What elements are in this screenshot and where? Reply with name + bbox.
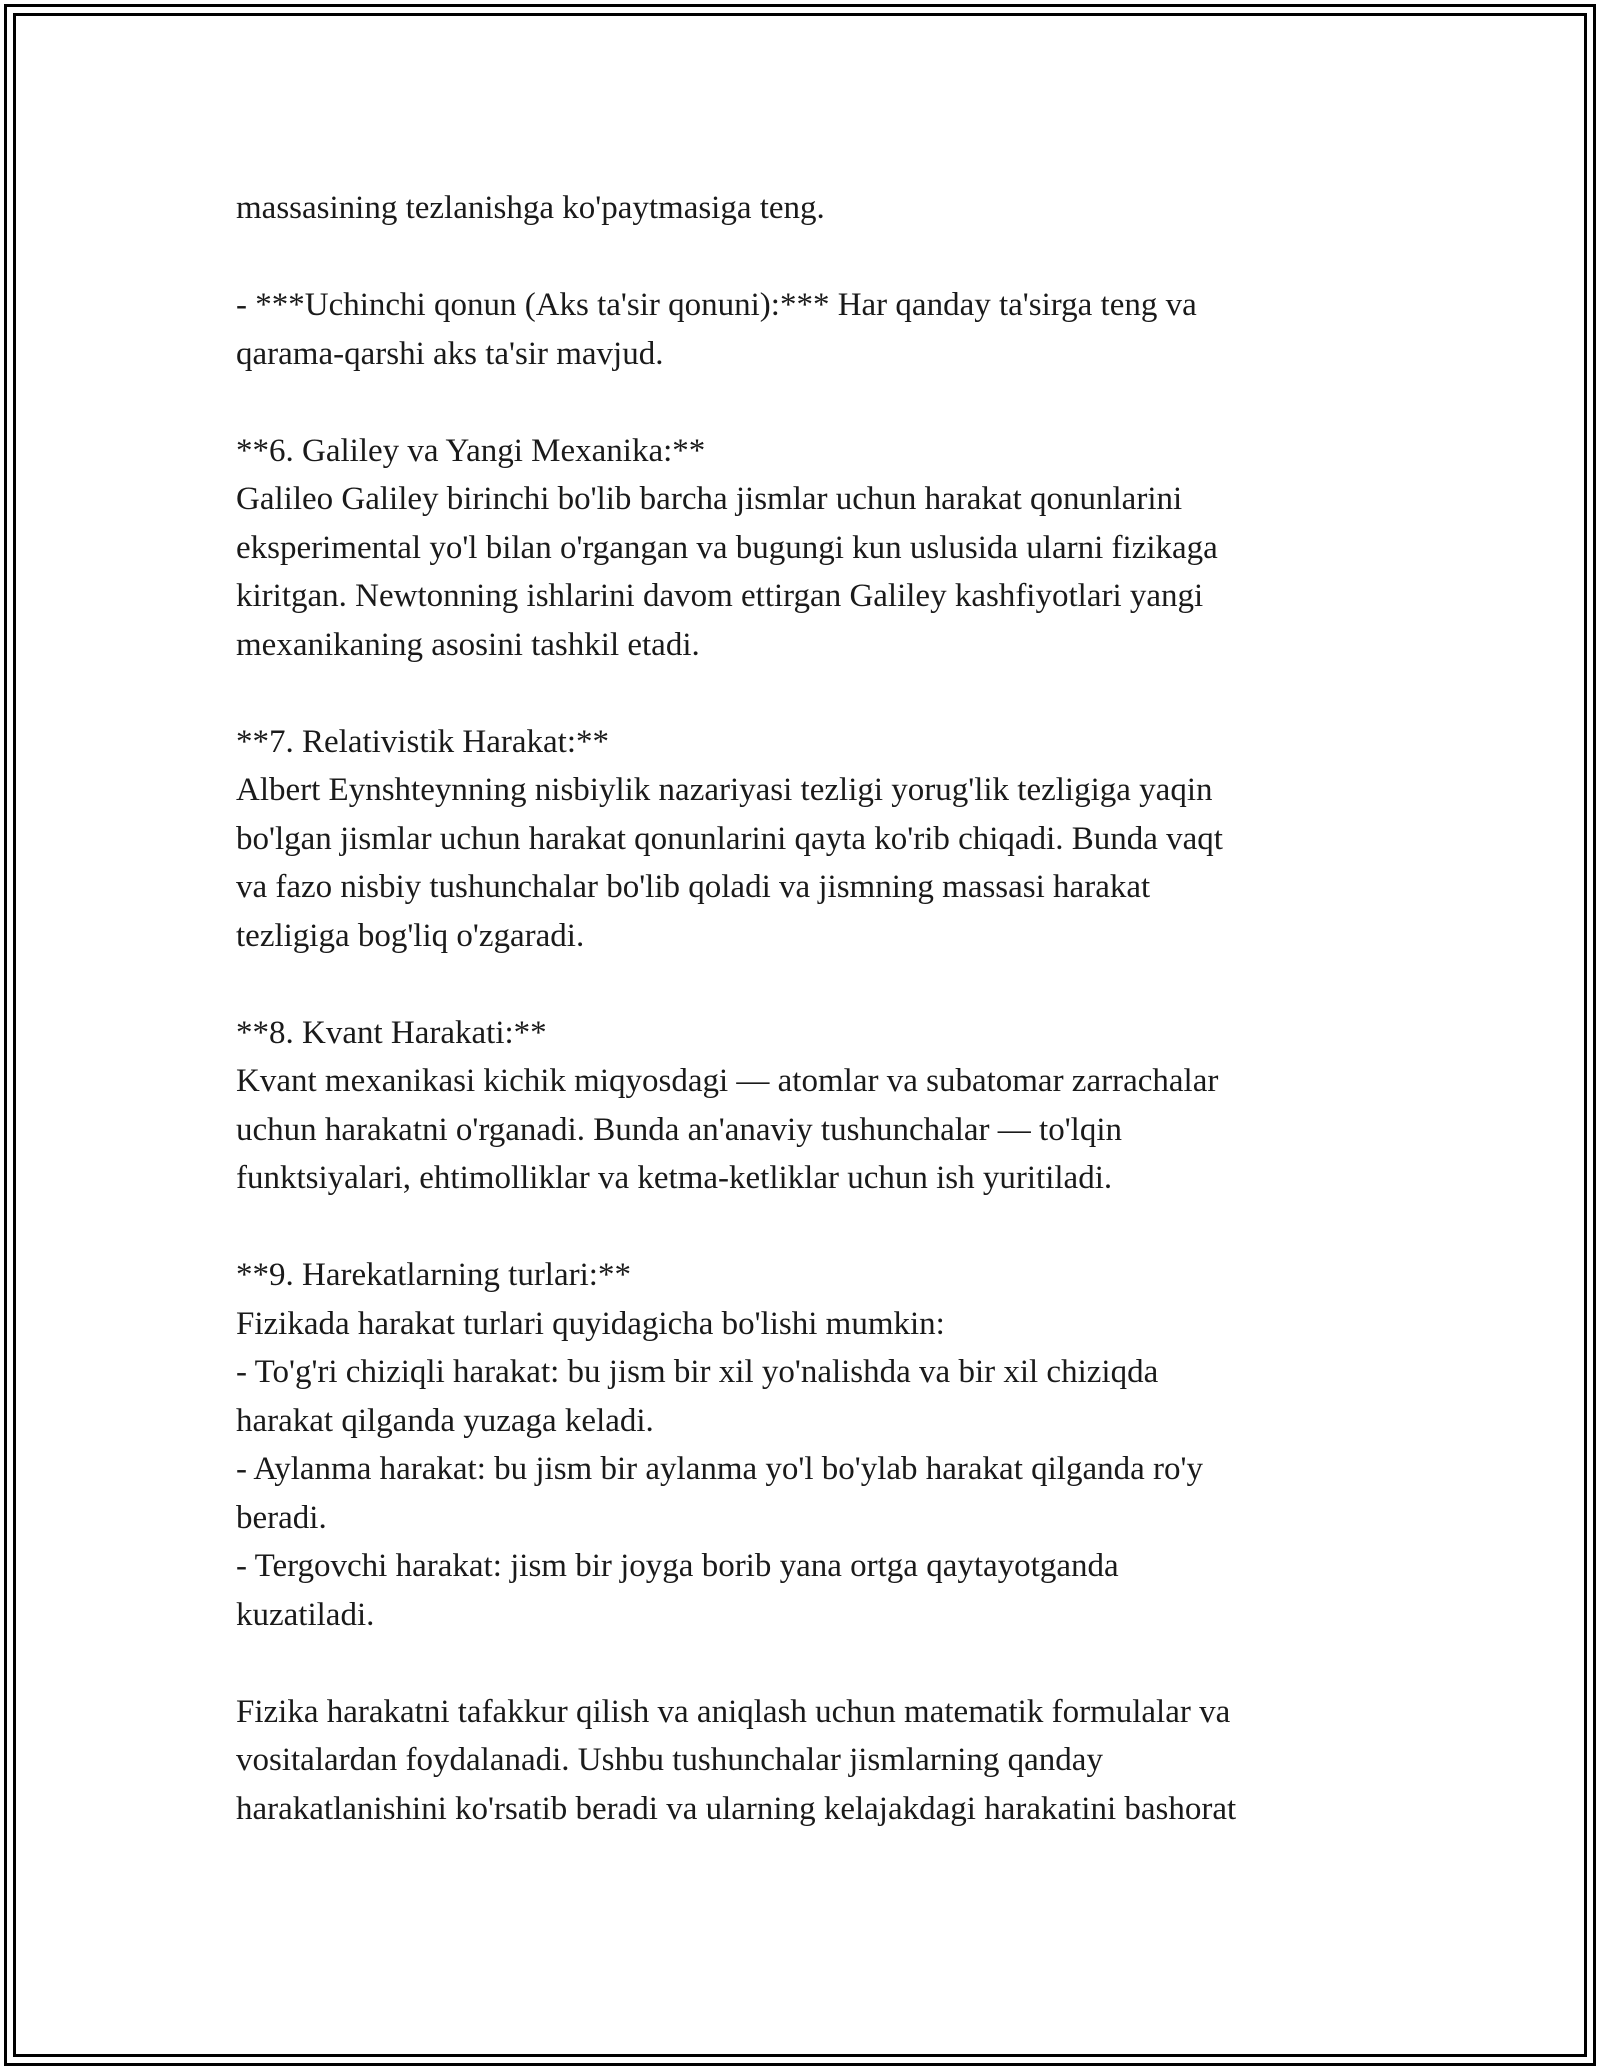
text-line: Fizikada harakat turlari quyidagicha bo'lishi mumkin: bbox=[236, 1305, 945, 1342]
text-line: Fizika harakatni tafakkur qilish va aniqlash uchun matematik formulalar va bbox=[236, 1693, 1231, 1730]
section-heading: **6. Galiley va Yangi Mexanika:** bbox=[236, 432, 706, 469]
text-line: tezligiga bog'liq o'zgaradi. bbox=[236, 917, 585, 954]
section-heading: **8. Kvant Harakati:** bbox=[236, 1014, 547, 1051]
paragraph-gap bbox=[236, 1639, 1366, 1688]
paragraph-gap bbox=[236, 233, 1366, 282]
text-line: uchun harakatni o'rganadi. Bunda an'anaviy tushunchalar — to'lqin bbox=[236, 1111, 1122, 1148]
text-line: Galileo Galiley birinchi bo'lib barcha jismlar uchun harakat qonunlarini bbox=[236, 481, 1183, 517]
section-heading: **9. Harekatlarning turlari:** bbox=[236, 1257, 631, 1293]
text-line: - ***Uchinchi qonun (Aks ta'sir qonuni):*** Har qanday ta'sirga teng va bbox=[236, 287, 1197, 323]
text-line: eksperimental yo'l bilan o'rgangan va bugungi kun uslusida ularni fizikaga bbox=[236, 529, 1218, 566]
text-line: qarama-qarshi aks ta'sir mavjud. bbox=[236, 335, 664, 372]
text-line: mexanikaning asosini tashkil etadi. bbox=[236, 626, 700, 663]
text-line: kuzatiladi. bbox=[236, 1596, 375, 1633]
text-line: - To'g'ri chiziqli harakat: bu jism bir xil yo'nalishda va bir xil chiziqda bbox=[236, 1354, 1159, 1390]
section-heading: **7. Relativistik Harakat:** bbox=[236, 723, 610, 760]
text-line: bo'lgan jismlar uchun harakat qonunlarini qayta ko'rib chiqadi. Bunda vaqt bbox=[236, 820, 1223, 857]
paragraph-gap bbox=[236, 1203, 1366, 1252]
text-line: massasining tezlanishga ko'paytmasiga teng. bbox=[236, 190, 825, 226]
paragraph-gap bbox=[236, 669, 1366, 718]
text-line: vositalardan foydalanadi. Ushbu tushunchalar jismlarning qanday bbox=[236, 1742, 1103, 1778]
text-line: - Aylanma harakat: bu jism bir aylanma yo'l bo'ylab harakat qilganda ro'y bbox=[236, 1451, 1203, 1487]
text-line: harakatlanishini ko'rsatib beradi va ularning kelajakdagi harakatini bashorat bbox=[236, 1790, 1237, 1827]
text-line: funktsiyalari, ehtimolliklar va ketma-ketliklar uchun ish yuritiladi. bbox=[236, 1160, 1113, 1196]
paragraph-gap bbox=[236, 378, 1366, 427]
text-line: beradi. bbox=[236, 1499, 327, 1536]
paragraph-gap bbox=[236, 960, 1366, 1009]
text-line: Kvant mexanikasi kichik miqyosdagi — atomlar va subatomar zarrachalar bbox=[236, 1063, 1219, 1099]
document-body bbox=[236, 184, 1366, 1833]
text-line: - Tergovchi harakat: jism bir joyga borib yana ortga qaytayotganda bbox=[236, 1548, 1119, 1584]
text-line: va fazo nisbiy tushunchalar bo'lib qoladi va jismning massasi harakat bbox=[236, 869, 1151, 905]
text-line: kiritgan. Newtonning ishlarini davom ettirgan Galiley kashfiyotlari yangi bbox=[236, 578, 1204, 614]
text-line: harakat qilganda yuzaga keladi. bbox=[236, 1402, 654, 1439]
text-line: Albert Eynshteynning nisbiylik nazariyasi tezligi yorug'lik tezligiga yaqin bbox=[236, 772, 1213, 808]
